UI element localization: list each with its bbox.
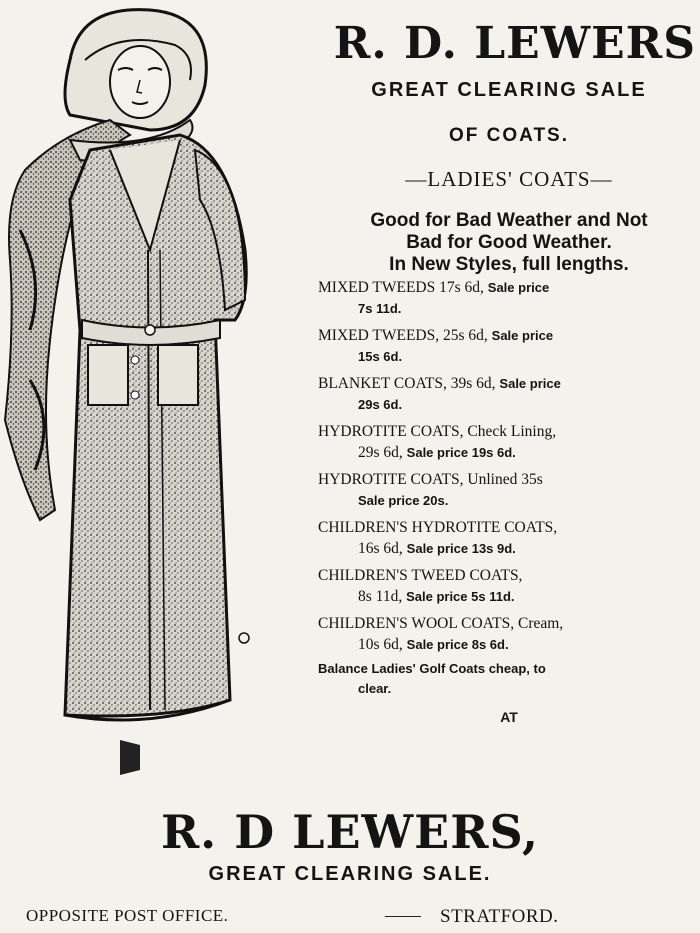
- brand-footer-heading: R. D LEWERS,: [160, 805, 540, 859]
- brand-heading: R. D. LEWERS: [333, 18, 696, 69]
- tagline: [318, 210, 700, 276]
- list-item: HYDROTITE COATS, Check Lining, 29s 6d, Sale price 19s 6d.: [318, 423, 557, 461]
- sale-footer-heading: GREAT CLEARING SALE.: [208, 863, 492, 885]
- balance-note: Balance Ladies' Golf Coats cheap, to clear.: [318, 661, 546, 696]
- address-left: OPPOSITE POST OFFICE.: [26, 906, 229, 925]
- lady-in-coat-illustration: [0, 0, 300, 790]
- list-item: HYDROTITE COATS, Unlined 35s Sale price 20s.: [318, 471, 543, 508]
- at-label: AT: [500, 709, 518, 725]
- tagline-line: In New Styles, full lengths.: [389, 254, 629, 275]
- footer-divider: [385, 916, 421, 917]
- tagline-line: Good for Bad Weather and Not: [370, 210, 648, 231]
- list-item: MIXED TWEEDS, 25s 6d, Sale price 15s 6d.: [318, 327, 554, 364]
- address-right: STRATFORD.: [440, 906, 559, 927]
- list-item: CHILDREN'S WOOL COATS, Cream, 10s 6d, Sale price 8s 6d.: [318, 615, 564, 653]
- price-list: [318, 277, 700, 655]
- list-item: CHILDREN'S HYDROTITE COATS, 16s 6d, Sale price 13s 9d.: [318, 519, 558, 557]
- tagline-line: Bad for Good Weather.: [406, 232, 612, 253]
- list-item: CHILDREN'S TWEED COATS, 8s 11d, Sale price 5s 11d.: [318, 567, 523, 605]
- section-title: —LADIES' COATS—: [405, 167, 613, 191]
- sale-subheading: OF COATS.: [448, 125, 570, 146]
- list-item: BLANKET COATS, 39s 6d, Sale price 29s 6d.: [318, 375, 561, 412]
- sale-heading: GREAT CLEARING SALE: [371, 79, 647, 101]
- right-column: [318, 18, 700, 725]
- list-item: MIXED TWEEDS 17s 6d, Sale price 7s 11d.: [318, 279, 550, 316]
